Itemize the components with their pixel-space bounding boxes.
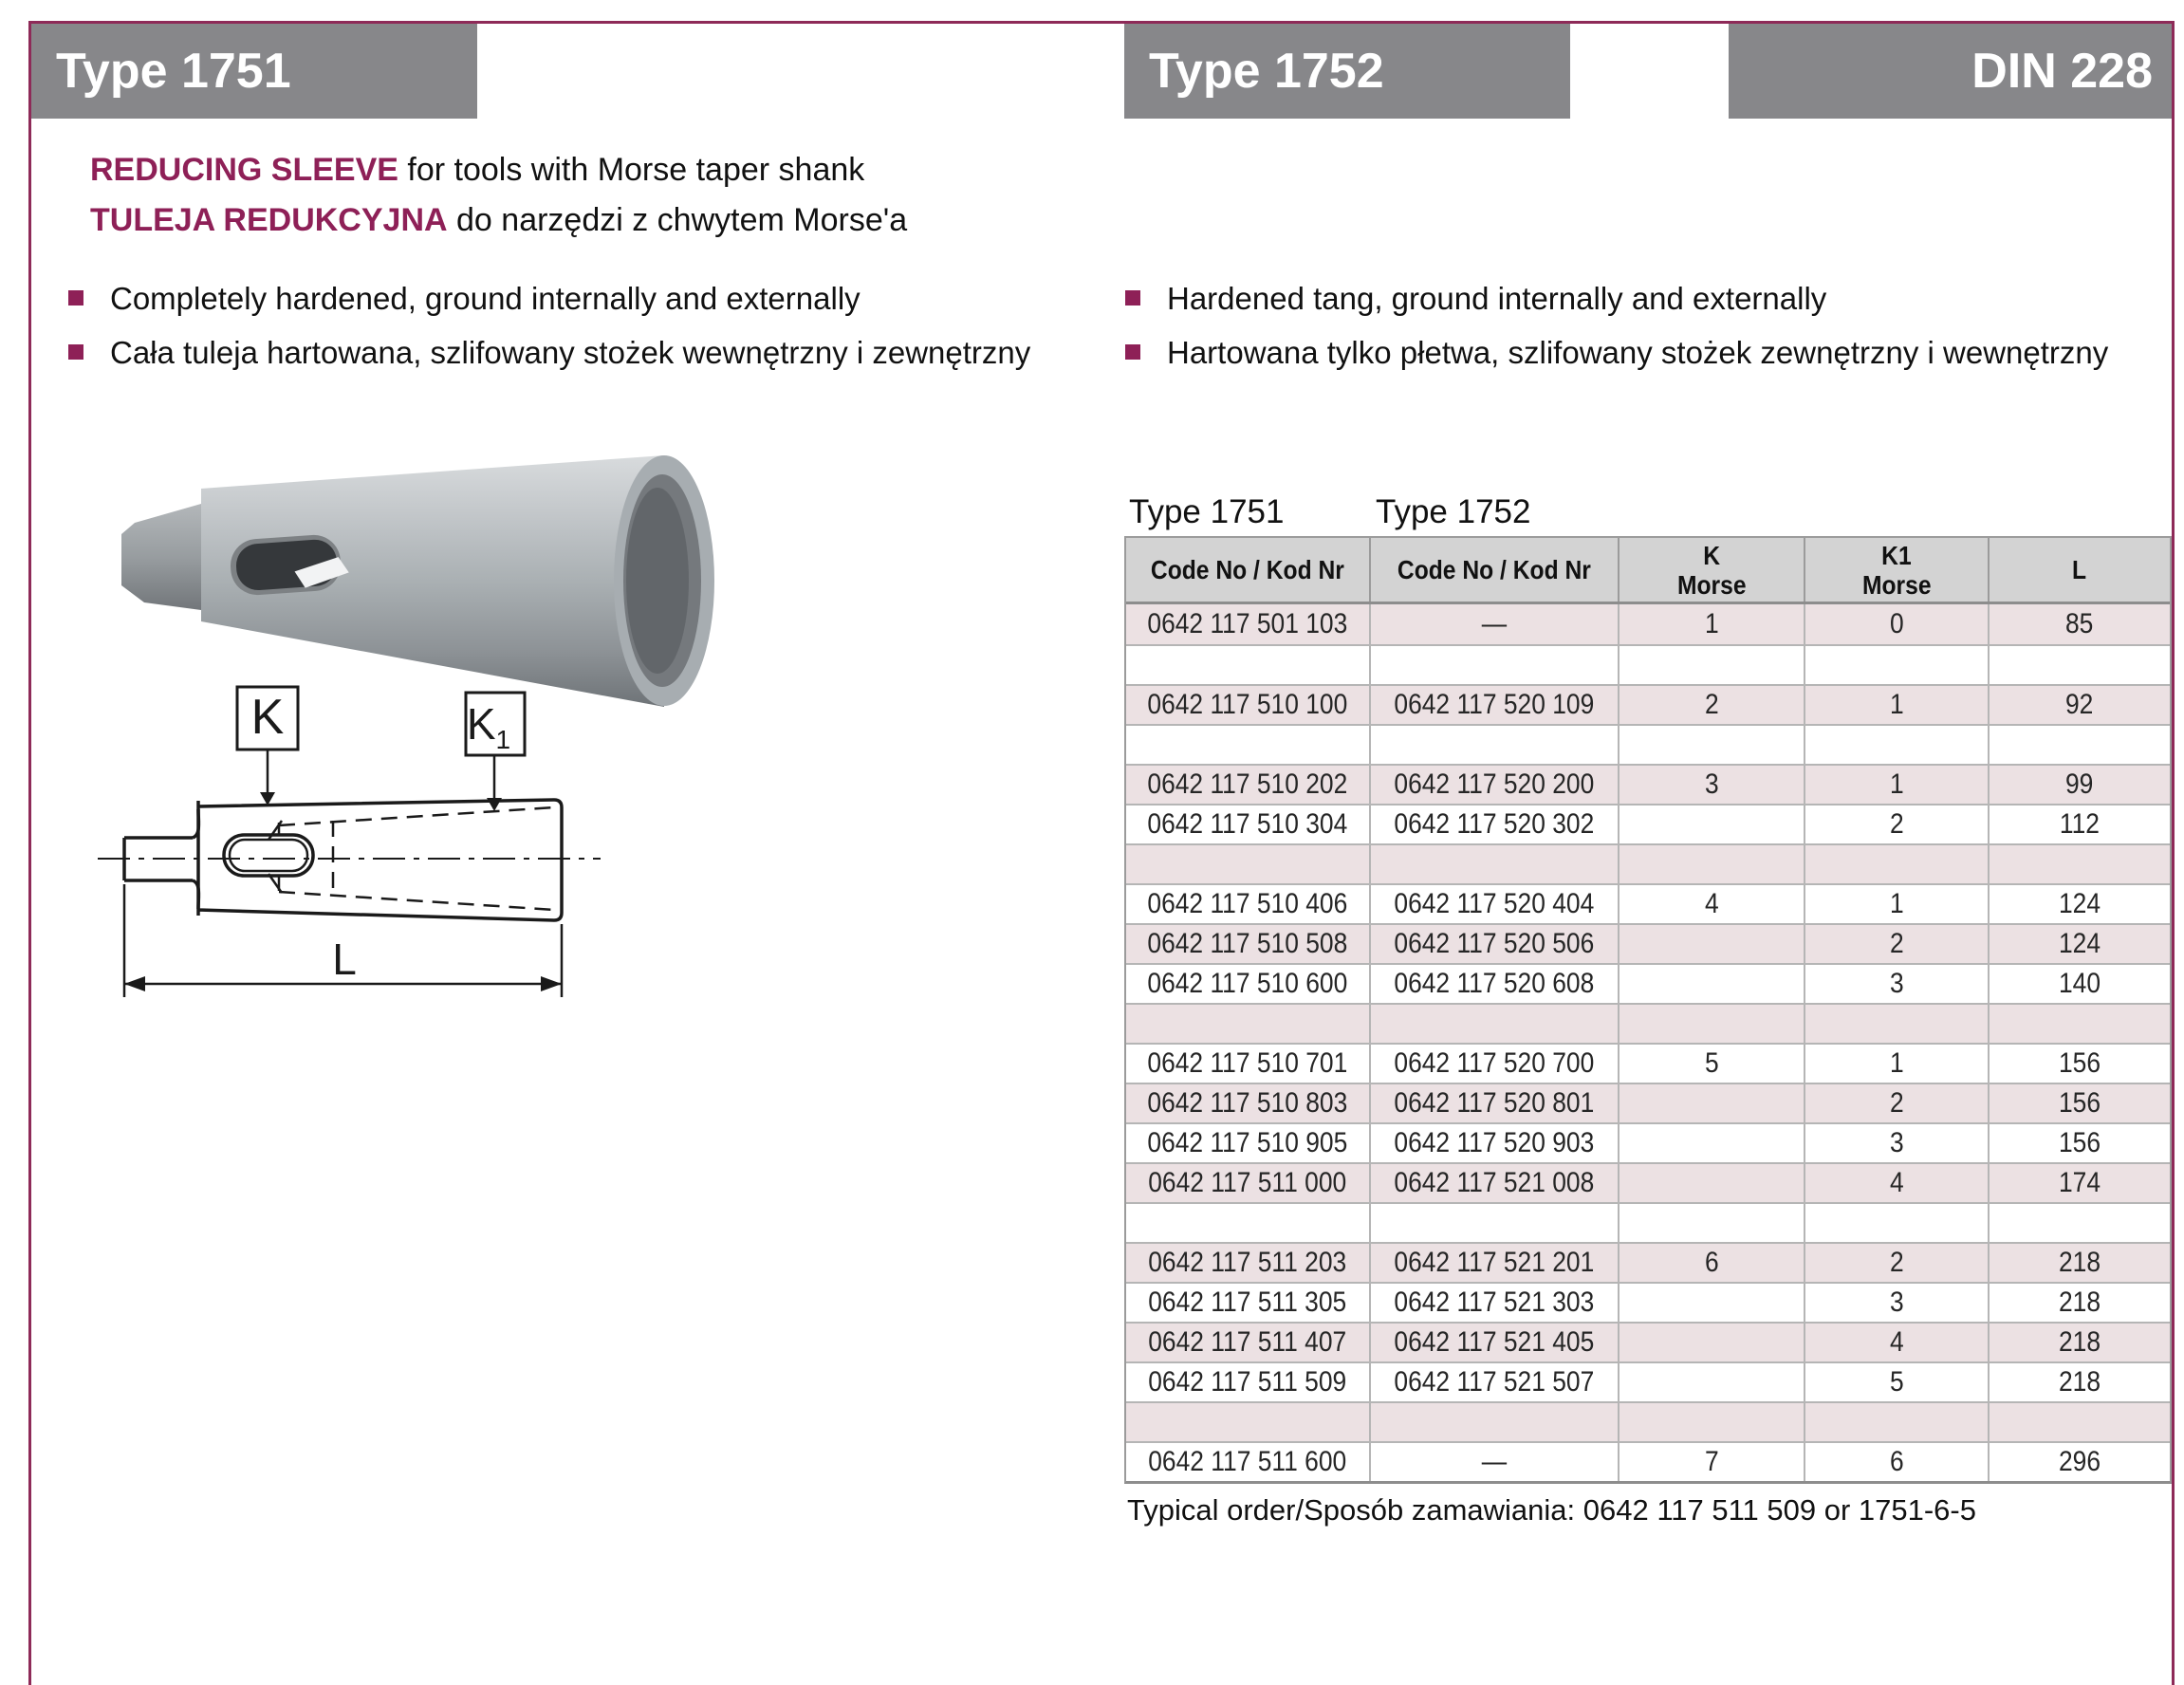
- table-cell: [1619, 1363, 1805, 1401]
- table-cell: 112: [2059, 808, 2101, 840]
- frame-left-line: [28, 21, 31, 1685]
- table-cell: 0642 117 510 406: [1126, 885, 1371, 923]
- table-cell: 1: [1805, 766, 1990, 804]
- diagram-slot: [224, 835, 313, 876]
- table-row: [1126, 963, 2170, 1003]
- table-cell: 85: [2065, 608, 2094, 639]
- table-cell: [1990, 726, 2170, 764]
- feature-list-left: [68, 281, 1030, 389]
- column-header-code-1752: Code No / Kod Nr: [1371, 538, 1619, 602]
- table-cell: [1805, 1204, 1990, 1242]
- table-cell: 218: [2058, 1366, 2101, 1398]
- table-cell: 156: [2058, 1047, 2101, 1079]
- table-group-label-1752: Type 1752: [1376, 493, 1531, 530]
- table-row: [1126, 804, 2170, 843]
- table-cell: 218: [2058, 1326, 2101, 1358]
- l-arrow-left: [124, 976, 145, 991]
- title-bar-type-1751: [31, 24, 477, 119]
- table-cell: [1619, 1204, 1805, 1242]
- feature-text: Hartowana tylko płetwa, szlifowany stożek zewnętrzny i wewnętrzny: [1167, 335, 2109, 370]
- feature-item: [1125, 281, 2108, 317]
- table-cell: 6: [1805, 1443, 1990, 1481]
- table-cell: [1619, 646, 1805, 684]
- table-cell: 2: [1619, 686, 1805, 724]
- feature-text: Hardened tang, ground internally and externally: [1167, 281, 1827, 316]
- table-separator-row: [1126, 1202, 2170, 1242]
- table-cell: [1126, 1204, 1371, 1242]
- table-cell: [1371, 726, 1619, 764]
- table-cell: 0642 117 521 008: [1371, 1164, 1619, 1202]
- table-row: [1126, 1322, 2170, 1361]
- table-cell: 156: [2058, 1127, 2101, 1158]
- k1-label-text: $K_1$: [466, 699, 511, 754]
- title-type-1752: Type 1752: [1149, 44, 1384, 99]
- table-cell: 2: [1805, 925, 1990, 963]
- table-cell: 0642 117 511 203: [1126, 1244, 1371, 1282]
- title-bar-din-228: [1729, 24, 2172, 119]
- table-cell: 4: [1805, 1324, 1990, 1361]
- table-cell: [1371, 646, 1619, 684]
- title-bar-type-1752: [1124, 24, 1570, 119]
- intro-line-pl: [90, 202, 907, 239]
- table-cell: [1619, 845, 1805, 883]
- table-cell: 0642 117 510 803: [1126, 1084, 1371, 1122]
- l-label-text: L: [332, 935, 357, 984]
- table-cell: [1619, 1005, 1805, 1043]
- table-cell: [1990, 646, 2170, 684]
- table-cell: [1126, 1005, 1371, 1043]
- feature-item: [68, 335, 1030, 371]
- table-cell: 296: [2058, 1446, 2101, 1477]
- table-cell: 124: [2058, 888, 2101, 919]
- table-separator-row: [1126, 644, 2170, 684]
- table-cell: 4: [1619, 885, 1805, 923]
- l-arrow-right: [541, 976, 562, 991]
- table-cell: 0642 117 520 506: [1371, 925, 1619, 963]
- table-body: [1126, 604, 2170, 1481]
- feature-text: Completely hardened, ground internally and externally: [110, 281, 861, 316]
- table-cell: 0642 117 510 100: [1126, 686, 1371, 724]
- column-header-k1-morse: K1 Morse: [1805, 538, 1990, 602]
- table-cell: [1126, 1403, 1371, 1441]
- table-cell: [1619, 925, 1805, 963]
- table-cell: 0642 117 510 508: [1126, 925, 1371, 963]
- table-cell: [1619, 965, 1805, 1003]
- product-photo-reducing-sleeve: [104, 422, 726, 716]
- table-cell: 156: [2058, 1087, 2101, 1119]
- table-separator-row: [1126, 724, 2170, 764]
- table-cell: 0642 117 511 600: [1126, 1443, 1371, 1481]
- table-row: [1126, 604, 2170, 644]
- table-cell: [1990, 1403, 2170, 1441]
- table-cell: 0642 117 521 201: [1371, 1244, 1619, 1282]
- intro-en-bold: REDUCING SLEEVE: [90, 152, 398, 188]
- table-cell: 218: [2058, 1247, 2101, 1278]
- column-header-k-morse: K Morse: [1619, 538, 1805, 602]
- table-cell: 0642 117 520 903: [1371, 1124, 1619, 1162]
- table-cell: —: [1371, 1443, 1619, 1481]
- table-cell: 4: [1805, 1164, 1990, 1202]
- feature-item: [1125, 335, 2108, 371]
- table-cell: [1805, 1005, 1990, 1043]
- table-cell: [1371, 1403, 1619, 1441]
- table-cell: [1126, 845, 1371, 883]
- table-cell: 0642 117 521 507: [1371, 1363, 1619, 1401]
- intro-pl-bold: TULEJA REDUKCYJNA: [90, 202, 448, 238]
- table-row: [1126, 883, 2170, 923]
- bullet-square-icon: [1125, 290, 1140, 306]
- frame-right-line: [2172, 21, 2175, 1685]
- table-row: [1126, 1122, 2170, 1162]
- table-cell: 124: [2058, 928, 2101, 959]
- typical-order-note: Typical order/Sposób zamawiania: 0642 117 511 509 or 1751-6-5: [1127, 1493, 1976, 1527]
- table-row: [1126, 1441, 2170, 1481]
- table-cell: [1126, 646, 1371, 684]
- table-cell: 0642 117 510 600: [1126, 965, 1371, 1003]
- bullet-square-icon: [68, 290, 83, 306]
- table-cell: [1371, 1204, 1619, 1242]
- table-cell: [1619, 1164, 1805, 1202]
- table-cell: 218: [2058, 1287, 2101, 1318]
- title-din-228: DIN 228: [1971, 44, 2153, 99]
- k1-arrow: [487, 798, 502, 811]
- table-cell: 2: [1805, 805, 1990, 843]
- table-cell: 0642 117 521 405: [1371, 1324, 1619, 1361]
- table-cell: 1: [1805, 1045, 1990, 1083]
- table-cell: 92: [2065, 689, 2094, 720]
- table-cell: 6: [1619, 1244, 1805, 1282]
- table-row: [1126, 1361, 2170, 1401]
- table-cell: 0642 117 520 801: [1371, 1084, 1619, 1122]
- table-cell: 7: [1619, 1443, 1805, 1481]
- table-cell: 0642 117 511 407: [1126, 1324, 1371, 1361]
- table-cell: 5: [1619, 1045, 1805, 1083]
- table-cell: [1619, 1124, 1805, 1162]
- feature-item: [68, 281, 1030, 317]
- table-cell: 0642 117 521 303: [1371, 1284, 1619, 1322]
- table-cell: 1: [1619, 604, 1805, 644]
- column-header-code-1751: Code No / Kod Nr: [1126, 538, 1371, 602]
- table-cell: 140: [2058, 968, 2101, 999]
- table-cell: [1619, 1403, 1805, 1441]
- table-cell: [1619, 1324, 1805, 1361]
- table-group-label-1751: Type 1751: [1129, 493, 1285, 530]
- table-cell: 0642 117 520 404: [1371, 885, 1619, 923]
- intro-en-rest: for tools with Morse taper shank: [407, 152, 865, 188]
- table-cell: 0642 117 520 302: [1371, 805, 1619, 843]
- table-cell: [1805, 1403, 1990, 1441]
- table-cell: 0642 117 520 608: [1371, 965, 1619, 1003]
- product-table: [1124, 536, 2172, 1484]
- sleeve-tang: [121, 504, 201, 610]
- table-separator-row: [1126, 1003, 2170, 1043]
- table-cell: [1805, 845, 1990, 883]
- table-cell: 3: [1805, 1284, 1990, 1322]
- table-row: [1126, 1242, 2170, 1282]
- sleeve-bore-shadow: [626, 488, 689, 674]
- table-row: [1126, 1043, 2170, 1083]
- dimension-diagram: [81, 678, 617, 1006]
- table-cell: 3: [1805, 1124, 1990, 1162]
- table-cell: —: [1371, 604, 1619, 644]
- table-cell: [1619, 1084, 1805, 1122]
- feature-list-right: [1125, 281, 2108, 389]
- table-row: [1126, 764, 2170, 804]
- diagram-cone-outline: [198, 800, 562, 920]
- table-cell: 5: [1805, 1363, 1990, 1401]
- table-cell: [1805, 646, 1990, 684]
- bullet-square-icon: [68, 344, 83, 360]
- table-cell: 0642 117 510 304: [1126, 805, 1371, 843]
- column-header-l: L: [2072, 555, 2087, 584]
- table-cell: 0642 117 510 701: [1126, 1045, 1371, 1083]
- table-cell: [1371, 1005, 1619, 1043]
- table-separator-row: [1126, 843, 2170, 883]
- table-cell: [1990, 1204, 2170, 1242]
- table-cell: 0642 117 511 000: [1126, 1164, 1371, 1202]
- k-label-text: K: [250, 690, 285, 745]
- table-cell: [1990, 1005, 2170, 1043]
- table-cell: [1126, 726, 1371, 764]
- table-cell: [1619, 726, 1805, 764]
- intro-line-en: [90, 152, 864, 189]
- table-cell: 2: [1805, 1244, 1990, 1282]
- table-cell: 0642 117 520 200: [1371, 766, 1619, 804]
- table-cell: [1619, 1284, 1805, 1322]
- table-cell: [1805, 726, 1990, 764]
- table-row: [1126, 1282, 2170, 1322]
- table-cell: [1619, 805, 1805, 843]
- feature-text: Cała tuleja hartowana, szlifowany stożek wewnętrzny i zewnętrzny: [110, 335, 1031, 370]
- table-cell: 0642 117 511 305: [1126, 1284, 1371, 1322]
- table-cell: [1371, 845, 1619, 883]
- table-cell: 0642 117 520 109: [1371, 686, 1619, 724]
- table-cell: 0642 117 511 509: [1126, 1363, 1371, 1401]
- table-cell: 1: [1805, 686, 1990, 724]
- table-cell: 0642 117 520 700: [1371, 1045, 1619, 1083]
- table-cell: [1990, 845, 2170, 883]
- table-row: [1126, 1083, 2170, 1122]
- bullet-square-icon: [1125, 344, 1140, 360]
- table-row: [1126, 923, 2170, 963]
- table-separator-row: [1126, 1401, 2170, 1441]
- table-cell: 2: [1805, 1084, 1990, 1122]
- table-cell: 0: [1805, 604, 1990, 644]
- title-type-1751: Type 1751: [56, 44, 291, 99]
- table-cell: 3: [1619, 766, 1805, 804]
- table-cell: 3: [1805, 965, 1990, 1003]
- table-cell: 0642 117 501 103: [1126, 604, 1371, 644]
- table-row: [1126, 684, 2170, 724]
- table-row: [1126, 1162, 2170, 1202]
- intro-pl-rest: do narzędzi z chwytem Morse'a: [456, 202, 908, 238]
- table-cell: 1: [1805, 885, 1990, 923]
- table-cell: 0642 117 510 905: [1126, 1124, 1371, 1162]
- table-header-row: [1126, 538, 2170, 604]
- table-cell: 174: [2058, 1167, 2101, 1198]
- table-cell: 99: [2065, 768, 2094, 800]
- table-cell: 0642 117 510 202: [1126, 766, 1371, 804]
